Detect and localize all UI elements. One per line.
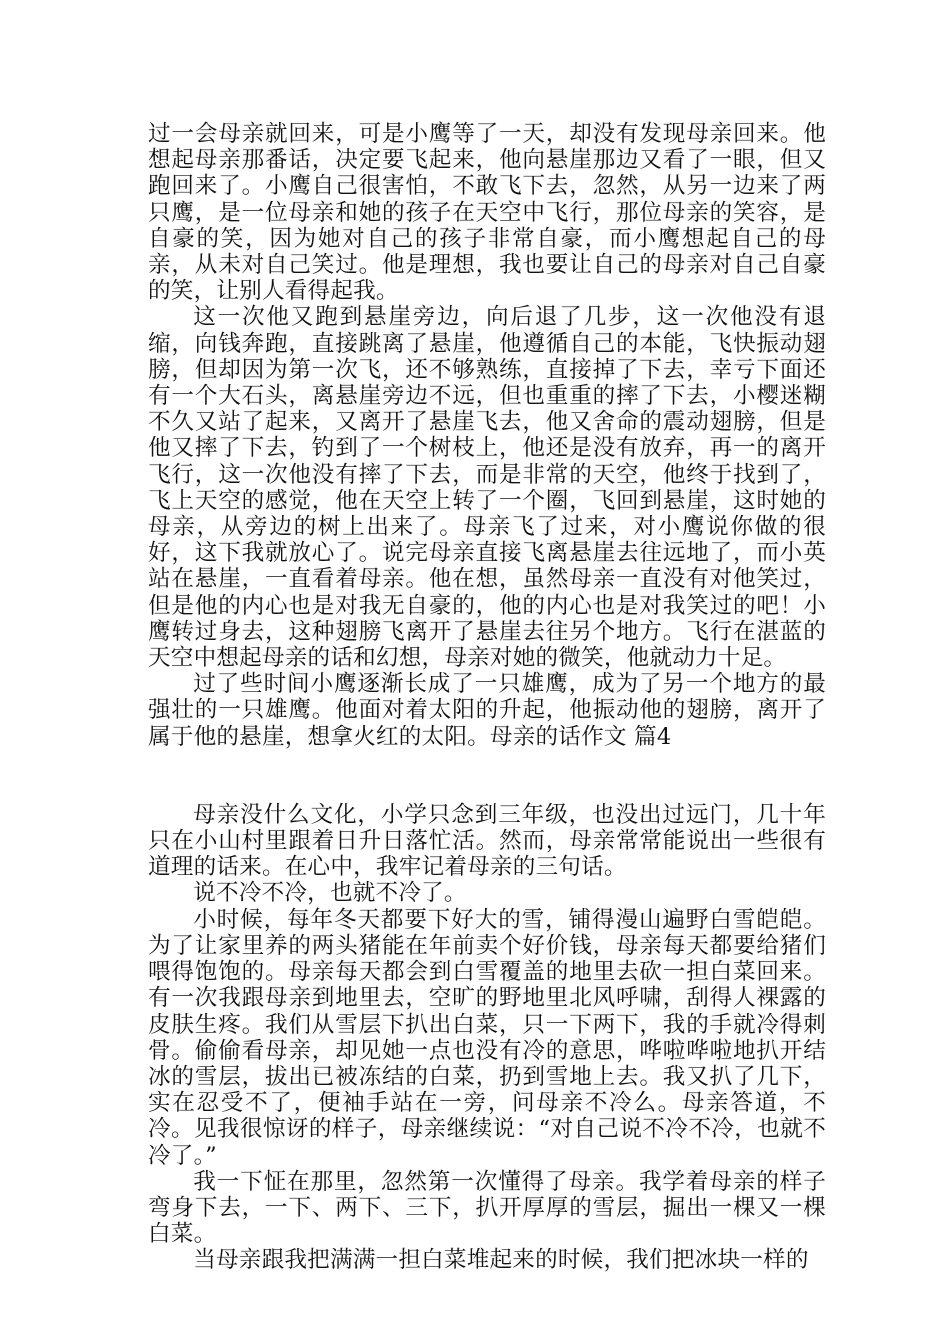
paragraph-4: 母亲没什么文化，小学只念到三年级，也没出过远门，几十年只在小山村里跟着日升日落忙活。然而，母亲常常能说出一些很有道理的话来。在心中，我牢记着母亲的三句话。 — [148, 801, 826, 881]
paragraph-1: 过一会母亲就回来，可是小鹰等了一天，却没有发现母亲回来。他想起母亲那番话，决定要飞起来，他向悬崖那边又看了一眼，但又跑回来了。小鹰自己很害怕，不敢飞下去，忽然，从另一边来了两只鹰，是一位母亲和她的孩子在天空中飞行，那位母亲的笑容，是自豪的笑，因为她对自己的孩子非常自豪，而小鹰想起自己的母亲，从未对自己笑过。他是理想，我也要让自己的母亲对自己自豪的笑，让别人看得起我。 — [148, 121, 826, 305]
document-page — [148, 121, 826, 1274]
section-spacer — [148, 750, 826, 802]
paragraph-3: 过了些时间小鹰逐渐长成了一只雄鹰，成为了另一个地方的最强壮的一只雄鹰。他面对着太阳的升起，他振动他的翅膀，离开了属于他的悬崖，想拿火红的太阳。母亲的话作文 篇4 — [148, 671, 826, 750]
paragraph-2: 这一次他又跑到悬崖旁边，向后退了几步，这一次他没有退缩，向钱奔跑，直接跳离了悬崖，他遵循自己的本能，飞快振动翅膀，但却因为第一次飞，还不够熟练，直接掉了下去，幸亏下面还有一个大石头，离悬崖旁边不远，但也重重的摔了下去，小樱迷糊不久又站了起来，又离开了悬崖飞去，他又舍命的震动翅膀，但是他又摔了下去，钓到了一个树枝上，他还是没有放弃，再一的离开飞行，这一次他没有摔了下去，而是非常的天空，他终于找到了，飞上天空的感觉，他在天空上转了一个圈，飞回到悬崖，这时她的母亲，从旁边的树上出来了。母亲飞了过来，对小鹰说你做的很好，这下我就放心了。说完母亲直接飞离悬崖去往远地了，而小英站在悬崖，一直看着母亲。他在想，虽然母亲一直没有对他笑过，但是他的内心也是对我无自豪的，他的内心也是对我笑过的吧！小鹰转过身去，这种翅膀飞离开了悬崖去往另个地方。飞行在湛蓝的天空中想起母亲的话和幻想，母亲对她的微笑，他就动力十足。 — [148, 304, 826, 672]
paragraph-7: 我一下怔在那里，忽然第一次懂得了母亲。我学着母亲的样子弯身下去，一下、两下、三下，扒开厚厚的雪层，掘出一棵又一棵白菜。 — [148, 1168, 826, 1248]
paragraph-6: 小时候，每年冬天都要下好大的雪，铺得漫山遍野白雪皑皑。为了让家里养的两头猪能在年前卖个好价钱，母亲每天都要给猪们喂得饱饱的。母亲每天都会到白雪覆盖的地里去砍一担白菜回来。有一次我跟母亲到地里去，空旷的野地里北风呼啸，刮得人裸露的皮肤生疼。我们从雪层下扒出白菜，只一下两下，我的手就冷得刺骨。偷偷看母亲，却见她一点也没有冷的意思，哗啦哗啦地扒开结冰的雪层，拔出已被冻结的白菜，扔到雪地上去。我又扒了几下，实在忍受不了，便袖手站在一旁，问母亲不冷么。母亲答道，不冷。见我很惊讶的样子，母亲继续说：“对自己说不冷不冷，也就不冷了。” — [148, 906, 826, 1169]
paragraph-8: 当母亲跟我把满满一担白菜堆起来的时候，我们把冰块一样的 — [193, 1247, 809, 1274]
paragraph-5: 说不冷不冷，也就不冷了。 — [193, 880, 467, 907]
